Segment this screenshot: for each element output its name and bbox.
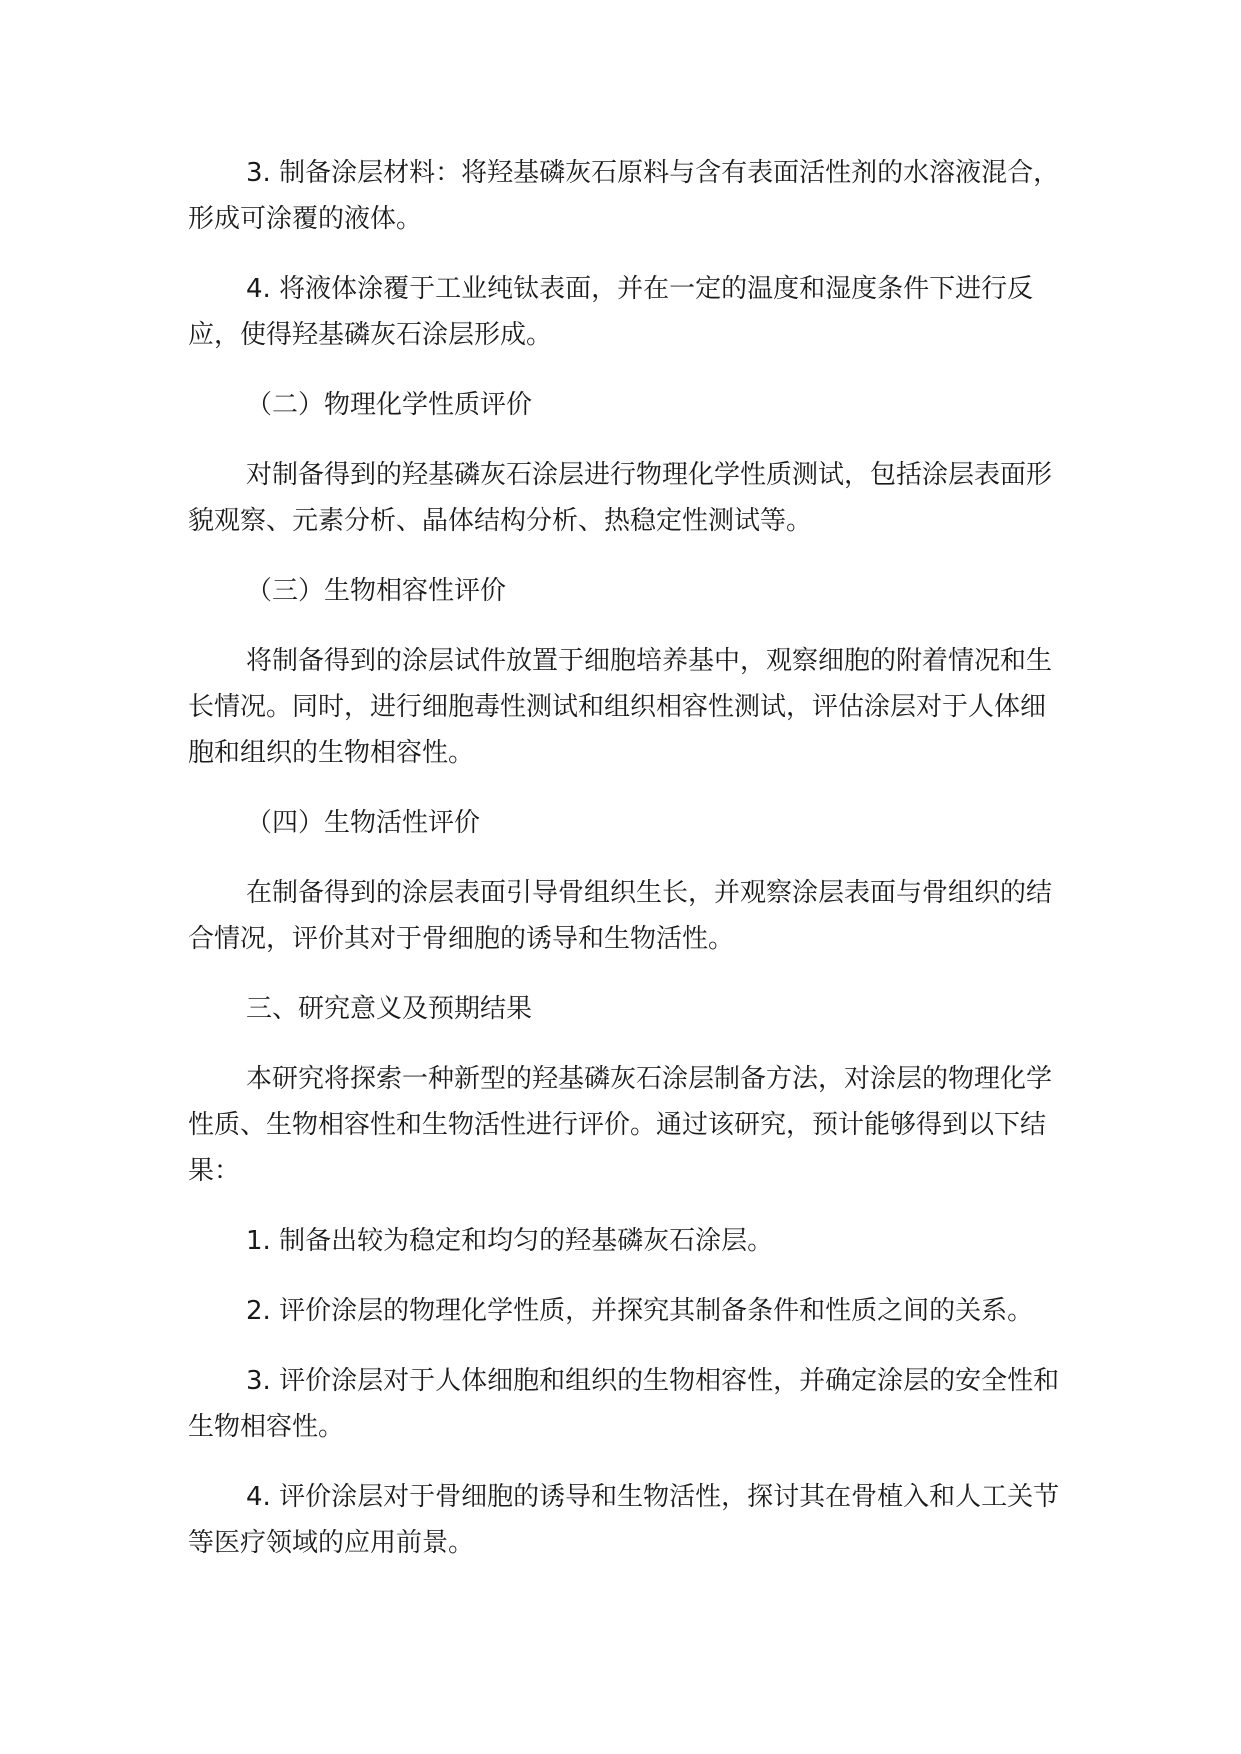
- document-body: [188, 150, 1068, 1590]
- step-4-paragraph: 4. 将液体涂覆于工业纯钛表面，并在一定的温度和湿度条件下进行反应，使得羟基磷灰石涂层形成。: [188, 274, 1034, 350]
- section-heading-bioactivity: （四）生物活性评价: [246, 808, 481, 838]
- section-heading-significance: 三、研究意义及预期结果: [246, 994, 533, 1024]
- result-1-paragraph: 1. 制备出较为稳定和均匀的羟基磷灰石涂层。: [246, 1226, 774, 1256]
- biocompatibility-paragraph: 将制备得到的涂层试件放置于细胞培养基中，观察细胞的附着情况和生长情况。同时，进行细胞毒性测试和组织相容性测试，评估涂层对于人体细胞和组织的生物相容性。: [188, 646, 1053, 768]
- result-3-paragraph: 3. 评价涂层对于人体细胞和组织的生物相容性，并确定涂层的安全性和生物相容性。: [188, 1366, 1060, 1442]
- significance-paragraph: 本研究将探索一种新型的羟基磷灰石涂层制备方法，对涂层的物理化学性质、生物相容性和生物活性进行评价。通过该研究，预计能够得到以下结果：: [188, 1064, 1053, 1186]
- result-4-paragraph: 4. 评价涂层对于骨细胞的诱导和生物活性，探讨其在骨植入和人工关节等医疗领域的应用前景。: [188, 1482, 1060, 1558]
- step-3-paragraph: 3. 制备涂层材料：将羟基磷灰石原料与含有表面活性剂的水溶液混合，形成可涂覆的液体。: [188, 158, 1060, 234]
- result-2-paragraph: 2. 评价涂层的物理化学性质，并探究其制备条件和性质之间的关系。: [246, 1296, 1034, 1326]
- physicochemical-paragraph: 对制备得到的羟基磷灰石涂层进行物理化学性质测试，包括涂层表面形貌观察、元素分析、晶体结构分析、热稳定性测试等。: [188, 460, 1053, 536]
- section-heading-physicochemical: （二）物理化学性质评价: [246, 390, 533, 420]
- section-heading-biocompatibility: （三）生物相容性评价: [246, 576, 507, 606]
- bioactivity-paragraph: 在制备得到的涂层表面引导骨组织生长，并观察涂层表面与骨组织的结合情况，评价其对于骨细胞的诱导和生物活性。: [188, 878, 1053, 954]
